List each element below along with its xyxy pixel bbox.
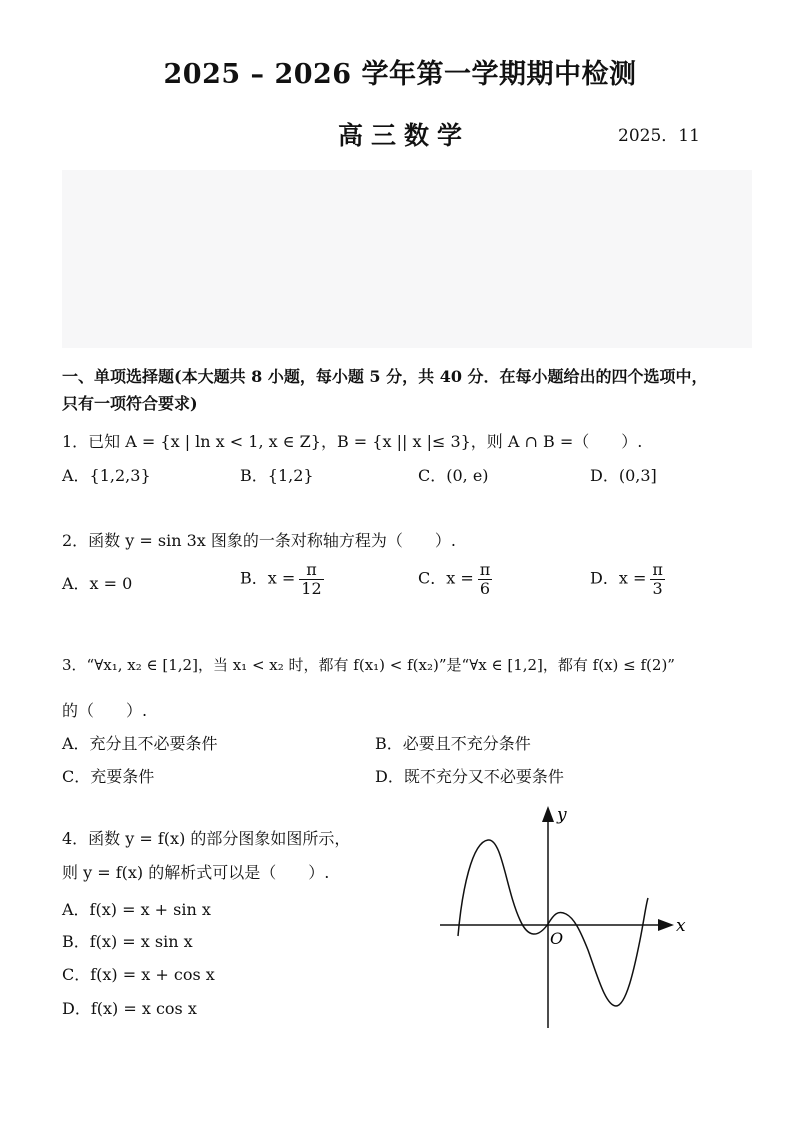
question-2-option-b-prefix: B．x =	[240, 568, 296, 588]
x-axis-arrow	[658, 919, 674, 931]
question-3-stem: 3．“∀x₁, x₂ ∈ [1,2]，当 x₁ < x₂ 时，都有 f(x₁) < f(x₂)”是“∀x ∈ [1,2]，都有 f(x) ≤ f(2)”	[62, 656, 675, 674]
question-1-option-c: C．(0, e)	[418, 466, 489, 485]
fraction-denominator: 3	[652, 578, 663, 598]
question-4-option-a: A．f(x) = x + sin x	[62, 900, 211, 919]
y-axis-arrow	[542, 806, 554, 822]
question-3-option-a: A．充分且不必要条件	[62, 734, 218, 753]
question-1-option-d: D．(0,3]	[590, 466, 657, 485]
question-3-option-b: B．必要且不充分条件	[375, 734, 531, 753]
fraction-numerator: π	[299, 561, 323, 580]
question-4-option-c: C．f(x) = x + cos x	[62, 965, 215, 984]
question-2-option-c	[418, 561, 492, 597]
question-2-option-d-prefix: D．x =	[590, 568, 647, 588]
question-2-option-d	[590, 561, 665, 597]
x-axis-label: x	[676, 916, 686, 936]
question-4-option-b: B．f(x) = x sin x	[62, 932, 193, 951]
question-2-option-c-prefix: C．x =	[418, 568, 474, 588]
fraction	[478, 561, 493, 597]
question-3-option-c: C．充要条件	[62, 767, 155, 786]
fraction-denominator: 6	[479, 578, 491, 598]
question-4-stem-2: 则 y = f(x) 的解析式可以是（ ）.	[62, 863, 330, 882]
question-1-option-b: B．{1,2}	[240, 466, 314, 485]
function-curve	[458, 840, 648, 1006]
question-2-option-a: A．x = 0	[62, 574, 133, 593]
fraction-numerator: π	[652, 560, 663, 579]
question-2-option-b	[240, 561, 324, 597]
exam-date: 2025．11	[618, 126, 700, 146]
fraction	[299, 561, 323, 597]
section-heading-line2: 只有一项符合要求)	[62, 394, 198, 413]
subject-title: 高三数学	[338, 121, 471, 150]
question-4-option-d: D．f(x) = x cos x	[62, 999, 197, 1018]
fraction-numerator: π	[479, 560, 491, 579]
question-2-stem: 2．函数 y = sin 3x 图象的一条对称轴方程为（ ）.	[62, 531, 456, 550]
question-1-option-a: A．{1,2,3}	[62, 466, 151, 485]
section-heading-line1: 一、单项选择题(本大题共 8 小题，每小题 5 分，共 40 分．在每小题给出的四个选项中，	[62, 367, 708, 386]
function-graph	[440, 800, 700, 1035]
question-3-stem-2: 的（ ）.	[62, 701, 148, 720]
blank-area	[62, 170, 752, 348]
fraction	[650, 561, 665, 597]
fraction-denominator: 12	[301, 578, 322, 598]
exam-title: 2025 – 2026 学年第一学期期中检测	[163, 59, 637, 90]
y-axis-label: y	[557, 805, 567, 825]
question-4-stem-1: 4．函数 y = f(x) 的部分图象如图所示，	[62, 829, 351, 848]
question-1-stem: 1．已知 A = {x | ln x < 1, x ∈ Z}，B = {x || x |≤ 3}，则 A ∩ B =（ ）.	[62, 432, 643, 451]
origin-label: O	[550, 929, 564, 948]
question-3-option-d: D．既不充分又不必要条件	[375, 767, 564, 786]
